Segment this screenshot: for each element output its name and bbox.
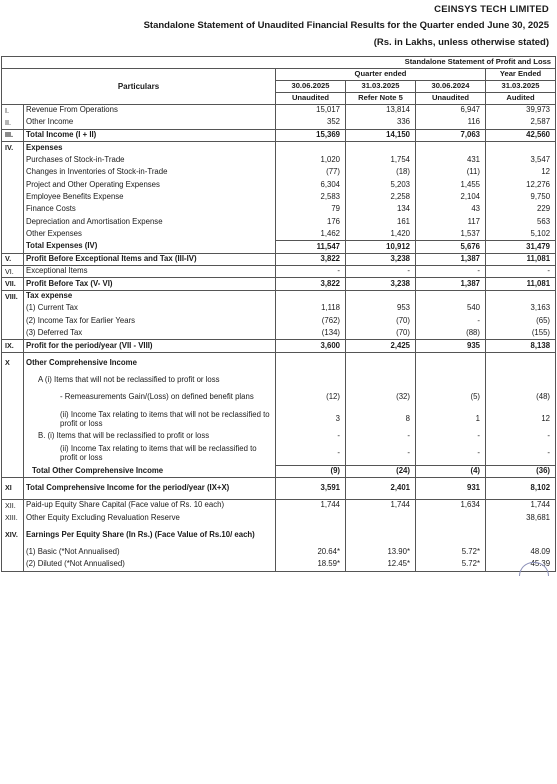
- table-row: [2, 105, 556, 117]
- company-name: CEINSYS TECH LIMITED: [434, 4, 549, 15]
- row-value: (65): [486, 315, 556, 327]
- row-value: 10,912: [346, 241, 416, 253]
- row-label: Exceptional Items: [24, 266, 276, 278]
- row-label: Revenue From Operations: [24, 105, 276, 117]
- row-value: 3,238: [346, 278, 416, 290]
- table-row: [2, 512, 556, 524]
- row-label: A (i) Items that will not be reclassified to profit or loss: [24, 374, 276, 386]
- table-row: [2, 374, 556, 386]
- row-label: (1) Basic (*Not Annualised): [24, 546, 276, 558]
- row-value: 1,420: [346, 228, 416, 240]
- table-row: [2, 328, 556, 340]
- row-value: 3,822: [276, 253, 346, 265]
- row-value: -: [486, 431, 556, 443]
- row-value: 31,479: [486, 241, 556, 253]
- row-label: Depreciation and Amortisation Expense: [24, 216, 276, 228]
- row-value: 13.90*: [346, 546, 416, 558]
- row-value: 1: [416, 409, 486, 431]
- row-value: 1,462: [276, 228, 346, 240]
- row-value: 9,750: [486, 191, 556, 203]
- row-value: 3,822: [276, 278, 346, 290]
- row-value: -: [416, 431, 486, 443]
- row-value: 1,455: [416, 179, 486, 191]
- row-value: -: [486, 266, 556, 278]
- table-row: [2, 216, 556, 228]
- row-value: 6,947: [416, 105, 486, 117]
- row-value: 540: [416, 303, 486, 315]
- statement-subtitle: (Rs. in Lakhs, unless otherwise stated): [373, 37, 549, 48]
- row-label: Expenses: [24, 142, 276, 154]
- row-value: (762): [276, 315, 346, 327]
- row-label: (2) Diluted (*Not Annualised): [24, 559, 276, 571]
- table-row: [2, 266, 556, 278]
- row-number: II.: [2, 117, 24, 129]
- row-label: Other Income: [24, 117, 276, 129]
- row-value: 20.64*: [276, 546, 346, 558]
- table-row: [2, 154, 556, 166]
- row-value: 931: [416, 477, 486, 499]
- row-value: 134: [346, 204, 416, 216]
- row-value: 563: [486, 216, 556, 228]
- date-header: 30.06.2025: [276, 81, 346, 93]
- row-label: (1) Current Tax: [24, 303, 276, 315]
- row-value: 2,425: [346, 340, 416, 352]
- row-value: [346, 142, 416, 154]
- row-value: -: [276, 266, 346, 278]
- row-value: (4): [416, 465, 486, 477]
- row-value: 2,583: [276, 191, 346, 203]
- row-label: - Remeasurements Gain/(Loss) on defined benefit plans: [24, 387, 276, 409]
- row-value: 42,560: [486, 129, 556, 141]
- row-number: IX.: [2, 340, 24, 352]
- row-value: 117: [416, 216, 486, 228]
- row-value: (5): [416, 387, 486, 409]
- table-row: [2, 117, 556, 129]
- row-label: Tax expense: [24, 290, 276, 302]
- row-value: (24): [346, 465, 416, 477]
- row-value: [276, 524, 346, 546]
- particulars-header: Particulars: [2, 69, 276, 105]
- row-label: Total Other Comprehensive Income: [24, 465, 276, 477]
- row-number: X: [2, 352, 24, 374]
- row-value: 1,387: [416, 278, 486, 290]
- row-value: [276, 374, 346, 386]
- row-number: XIII.: [2, 512, 24, 524]
- row-number: [2, 191, 24, 203]
- row-value: 1,744: [486, 499, 556, 511]
- row-value: [486, 290, 556, 302]
- row-number: [2, 179, 24, 191]
- row-label: Profit Before Tax (V- VI): [24, 278, 276, 290]
- row-value: 45.39: [486, 559, 556, 571]
- row-value: 953: [346, 303, 416, 315]
- row-label: Earnings Per Equity Share (In Rs.) (Face Value of Rs.10/ each): [24, 524, 276, 546]
- row-value: (12): [276, 387, 346, 409]
- row-value: 229: [486, 204, 556, 216]
- row-value: 1,387: [416, 253, 486, 265]
- table-row: [2, 465, 556, 477]
- row-value: 5,203: [346, 179, 416, 191]
- row-number: [2, 328, 24, 340]
- row-value: [416, 524, 486, 546]
- row-value: 7,063: [416, 129, 486, 141]
- row-value: 8,102: [486, 477, 556, 499]
- row-value: -: [276, 431, 346, 443]
- row-value: 12: [486, 166, 556, 178]
- row-value: 79: [276, 204, 346, 216]
- row-value: 3: [276, 409, 346, 431]
- row-label: Project and Other Operating Expenses: [24, 179, 276, 191]
- row-number: [2, 431, 24, 443]
- row-value: [486, 352, 556, 374]
- table-row: [2, 290, 556, 302]
- table-body: [2, 105, 556, 572]
- row-label: Changes in Inventories of Stock-in-Trade: [24, 166, 276, 178]
- row-value: [486, 142, 556, 154]
- table-row: [2, 303, 556, 315]
- row-value: 1,744: [346, 499, 416, 511]
- row-number: VI.: [2, 266, 24, 278]
- row-value: 2,258: [346, 191, 416, 203]
- row-label: (ii) Income Tax relating to items that will not be reclassified to profit or loss: [24, 409, 276, 431]
- date-header: 31.03.2025: [486, 81, 556, 93]
- row-value: (32): [346, 387, 416, 409]
- row-value: 11,081: [486, 253, 556, 265]
- row-value: [486, 374, 556, 386]
- table-row: [2, 387, 556, 409]
- row-number: XII.: [2, 499, 24, 511]
- date-header: 31.03.2025: [346, 81, 416, 93]
- table-row: [2, 431, 556, 443]
- table-row: [2, 443, 556, 465]
- row-number: [2, 559, 24, 571]
- row-value: 14,150: [346, 129, 416, 141]
- table-row: [2, 253, 556, 265]
- row-value: 116: [416, 117, 486, 129]
- row-value: -: [346, 431, 416, 443]
- date-header: 30.06.2024: [416, 81, 486, 93]
- table-row: [2, 315, 556, 327]
- row-value: (9): [276, 465, 346, 477]
- row-value: [276, 352, 346, 374]
- table-row: [2, 340, 556, 352]
- row-number: [2, 241, 24, 253]
- row-value: 2,401: [346, 477, 416, 499]
- row-number: [2, 374, 24, 386]
- row-value: 5,676: [416, 241, 486, 253]
- row-value: -: [346, 443, 416, 465]
- row-value: [416, 374, 486, 386]
- row-value: (77): [276, 166, 346, 178]
- table-row: [2, 129, 556, 141]
- row-value: 176: [276, 216, 346, 228]
- row-value: 12,276: [486, 179, 556, 191]
- row-label: Other Expenses: [24, 228, 276, 240]
- table-row: [2, 499, 556, 511]
- row-value: 43: [416, 204, 486, 216]
- row-value: [276, 142, 346, 154]
- row-value: (134): [276, 328, 346, 340]
- table-row: [2, 524, 556, 546]
- row-value: 5.72*: [416, 559, 486, 571]
- row-label: Paid-up Equity Share Capital (Face value of Rs. 10 each): [24, 499, 276, 511]
- row-value: -: [276, 443, 346, 465]
- row-value: -: [346, 266, 416, 278]
- row-value: 8: [346, 409, 416, 431]
- row-number: [2, 409, 24, 431]
- row-label: (2) Income Tax for Earlier Years: [24, 315, 276, 327]
- row-value: -: [416, 266, 486, 278]
- row-value: 3,163: [486, 303, 556, 315]
- row-value: 935: [416, 340, 486, 352]
- row-number: [2, 228, 24, 240]
- row-value: 11,081: [486, 278, 556, 290]
- row-value: (48): [486, 387, 556, 409]
- row-value: 1,634: [416, 499, 486, 511]
- row-value: (11): [416, 166, 486, 178]
- table-row: [2, 179, 556, 191]
- row-number: [2, 303, 24, 315]
- row-number: [2, 166, 24, 178]
- row-value: 2,104: [416, 191, 486, 203]
- status-header: Unaudited: [276, 93, 346, 105]
- table-row: [2, 228, 556, 240]
- row-value: 15,017: [276, 105, 346, 117]
- row-value: 1,118: [276, 303, 346, 315]
- table-row: [2, 142, 556, 154]
- row-value: 8,138: [486, 340, 556, 352]
- table-caption: Standalone Statement of Profit and Loss: [2, 57, 556, 69]
- row-value: 12.45*: [346, 559, 416, 571]
- row-value: (36): [486, 465, 556, 477]
- row-number: XI: [2, 477, 24, 499]
- row-label: Other Equity Excluding Revaluation Reserve: [24, 512, 276, 524]
- row-value: 5,102: [486, 228, 556, 240]
- row-number: [2, 216, 24, 228]
- table-row: [2, 204, 556, 216]
- row-value: 1,754: [346, 154, 416, 166]
- row-number: [2, 154, 24, 166]
- row-value: [416, 352, 486, 374]
- row-label: Purchases of Stock-in-Trade: [24, 154, 276, 166]
- row-label: Total Expenses (IV): [24, 241, 276, 253]
- row-number: [2, 443, 24, 465]
- row-label: B. (i) Items that will be reclassified to profit or loss: [24, 431, 276, 443]
- row-value: 3,547: [486, 154, 556, 166]
- row-value: 39,973: [486, 105, 556, 117]
- row-value: 3,238: [346, 253, 416, 265]
- row-value: 38,681: [486, 512, 556, 524]
- row-value: [346, 290, 416, 302]
- table-row: [2, 409, 556, 431]
- row-value: 3,591: [276, 477, 346, 499]
- row-value: [416, 142, 486, 154]
- row-value: -: [486, 443, 556, 465]
- row-label: Finance Costs: [24, 204, 276, 216]
- row-number: [2, 465, 24, 477]
- row-value: -: [416, 315, 486, 327]
- row-value: -: [416, 443, 486, 465]
- row-value: 1,537: [416, 228, 486, 240]
- row-number: I.: [2, 105, 24, 117]
- row-label: Total Income (I + II): [24, 129, 276, 141]
- row-number: VII.: [2, 278, 24, 290]
- row-value: [416, 512, 486, 524]
- table-row: [2, 166, 556, 178]
- row-number: [2, 204, 24, 216]
- row-label: (ii) Income Tax relating to items that will be reclassified to profit or loss: [24, 443, 276, 465]
- table-row: [2, 278, 556, 290]
- year-ended-header: Year Ended: [486, 69, 556, 81]
- row-value: 161: [346, 216, 416, 228]
- row-label: Profit Before Exceptional Items and Tax (III-IV): [24, 253, 276, 265]
- row-value: 336: [346, 117, 416, 129]
- row-value: 431: [416, 154, 486, 166]
- row-value: 11,547: [276, 241, 346, 253]
- statement-title: Standalone Statement of Unaudited Financial Results for the Quarter ended June 30, 2025: [143, 20, 549, 31]
- table-row: [2, 546, 556, 558]
- row-value: 5.72*: [416, 546, 486, 558]
- row-number: IV.: [2, 142, 24, 154]
- row-value: 18.59*: [276, 559, 346, 571]
- row-value: [416, 290, 486, 302]
- row-number: [2, 546, 24, 558]
- row-value: 13,814: [346, 105, 416, 117]
- row-value: [346, 524, 416, 546]
- row-value: 352: [276, 117, 346, 129]
- row-number: V.: [2, 253, 24, 265]
- row-value: (70): [346, 315, 416, 327]
- row-value: 1,020: [276, 154, 346, 166]
- row-value: 1,744: [276, 499, 346, 511]
- row-number: III.: [2, 129, 24, 141]
- row-value: (88): [416, 328, 486, 340]
- row-value: 6,304: [276, 179, 346, 191]
- row-number: VIII.: [2, 290, 24, 302]
- row-value: 3,600: [276, 340, 346, 352]
- status-header: Unaudited: [416, 93, 486, 105]
- row-label: Profit for the period/year (VII - VIII): [24, 340, 276, 352]
- row-value: [346, 352, 416, 374]
- financial-results-table: [1, 56, 555, 572]
- quarter-ended-header: Quarter ended: [276, 69, 486, 81]
- row-label: (3) Deferred Tax: [24, 328, 276, 340]
- status-header: Audited: [486, 93, 556, 105]
- row-value: 2,587: [486, 117, 556, 129]
- row-value: (155): [486, 328, 556, 340]
- table-row: [2, 477, 556, 499]
- row-label: Employee Benefits Expense: [24, 191, 276, 203]
- row-value: (18): [346, 166, 416, 178]
- row-value: 12: [486, 409, 556, 431]
- table-row: [2, 191, 556, 203]
- table-row: [2, 352, 556, 374]
- row-value: [276, 290, 346, 302]
- row-value: (70): [346, 328, 416, 340]
- table-row: [2, 241, 556, 253]
- row-value: [346, 512, 416, 524]
- row-label: Total Comprehensive Income for the period/year (IX+X): [24, 477, 276, 499]
- row-label: Other Comprehensive Income: [24, 352, 276, 374]
- status-header: Refer Note 5: [346, 93, 416, 105]
- row-number: XIV.: [2, 524, 24, 546]
- row-value: [346, 374, 416, 386]
- row-value: 48.09: [486, 546, 556, 558]
- row-number: [2, 387, 24, 409]
- row-value: [276, 512, 346, 524]
- table-row: [2, 559, 556, 571]
- row-value: [486, 524, 556, 546]
- row-number: [2, 315, 24, 327]
- row-value: 15,369: [276, 129, 346, 141]
